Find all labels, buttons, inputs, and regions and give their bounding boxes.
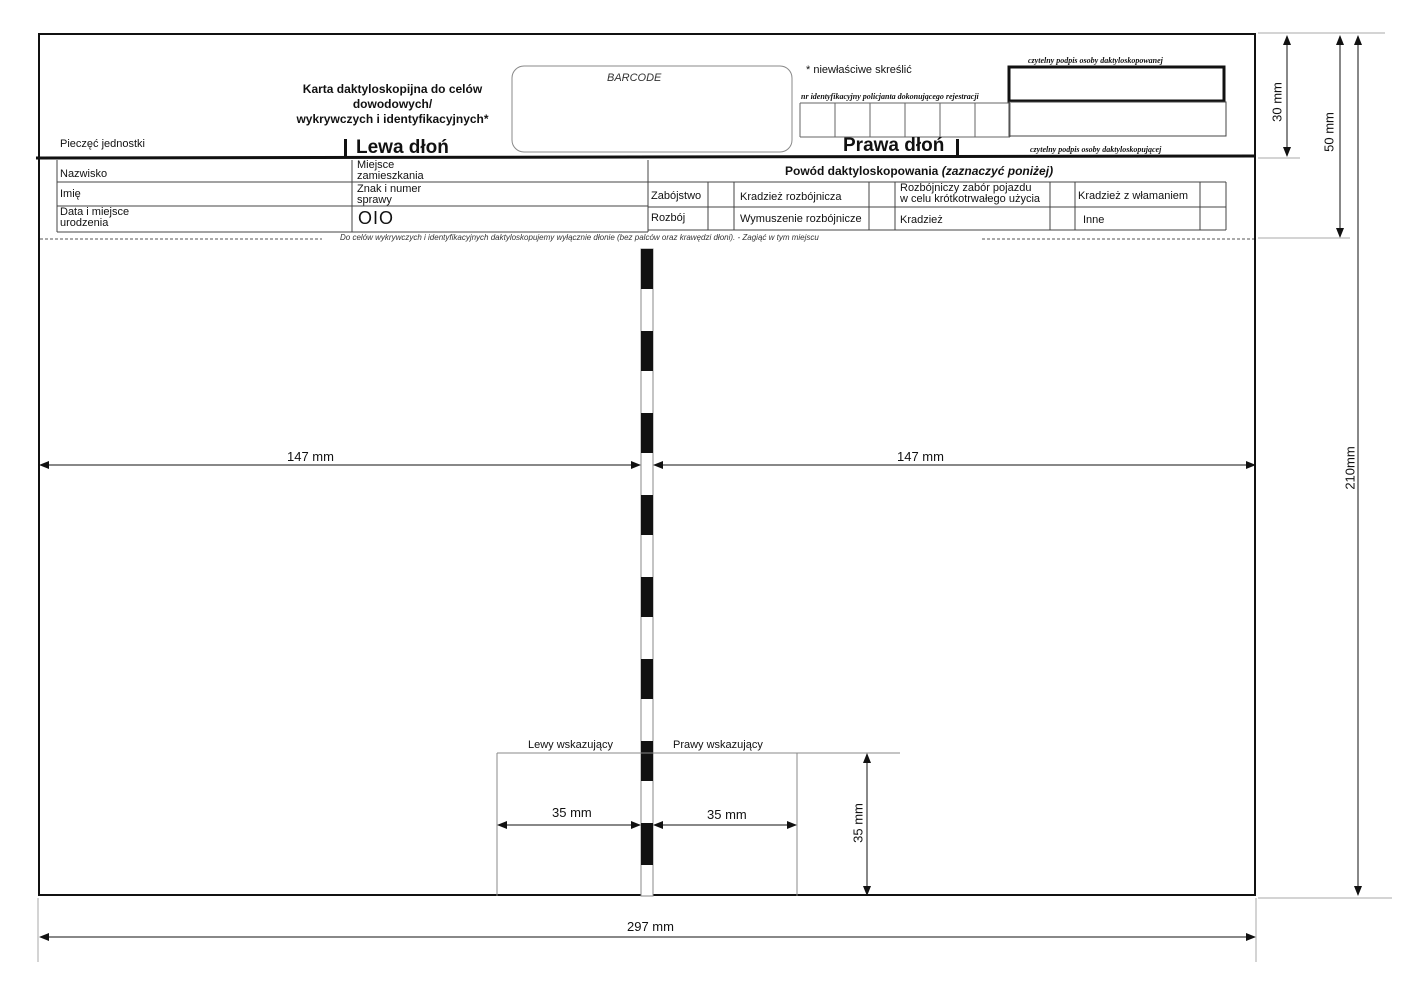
header-divider [36,156,1256,158]
barcode-label: BARCODE [607,72,662,84]
surname-label: Nazwisko [60,168,108,180]
signature-fingerprinted-label: czytelny podpis osoby daktyloskopowanej [1028,56,1163,65]
birth-label-line1: Data i miejsce [60,206,130,218]
reasons-title-hint: (zaznaczyć poniżej) [941,164,1054,178]
birth-label-line2: urodzenia [60,217,109,229]
officer-id-cells [800,103,1010,137]
center-ruler [641,249,653,896]
reasons-title-text: Powód daktyloskopowania [785,164,939,178]
card-title-line1: Karta daktyloskopijna do celów [302,82,483,96]
dim-finger-right-label: 35 mm [707,807,747,822]
reason-theft: Kradzież [900,214,943,226]
extension-lines [38,33,1392,962]
birth-label [60,207,129,229]
reason-extortion: Wymuszenie rozbójnicze [740,213,862,225]
dim-210-label: 210mm [1342,446,1358,490]
signature-officer-box [1009,102,1226,136]
reason-burglary: Kradzież z włamaniem [1078,190,1189,202]
asterisk-note: * niewłaściwe skreślić [806,64,912,76]
personal-data-grid [57,160,648,232]
dim-total-width-label: 297 mm [627,919,674,934]
unit-stamp-label: Pieczęć jednostki [60,138,145,150]
reason-vehicle-line1: Rozbójniczy zabór pojazdu [900,182,1032,194]
signature-officer-label: czytelny podpis osoby daktyloskopującej [1030,145,1162,154]
residence-label-line1: Miejsce [357,159,395,171]
dim-finger-left-label: 35 mm [552,805,592,820]
case-value: OIO [358,208,395,228]
signature-fingerprinted-box [1009,67,1224,101]
dim-right-width-label: 147 mm [897,449,944,464]
case-label-line2: sprawy [357,194,392,206]
residence-label-line2: zamieszkania [357,170,424,182]
right-palm-title: Prawa dłoń [843,135,945,156]
residence-label [357,160,424,182]
reason-robbery-theft: Kradzież rozbójnicza [740,191,842,203]
reason-vehicle-line2: w celu krótkotrwałego użycia [900,193,1041,205]
reason-robbery: Rozbój [651,212,686,224]
dim-30-label: 30 mm [1269,82,1285,122]
case-label [357,184,421,206]
reason-other: Inne [1083,214,1105,226]
reasons-title [785,164,1053,178]
officer-id-label: nr identyfikacyjny policjanta dokonującego rejestracji [801,92,979,101]
first-name-label: Imię [60,188,81,200]
reason-vehicle [900,183,1040,205]
dim-finger-height-label: 35 mm [850,803,866,843]
case-label-line1: Znak i numer [357,183,422,195]
fold-note: Do celów wykrywczych i identyfikacyjnych daktyloskopujemy wyłącznie dłonie (bez palców oraz krawędzi dłoni). - Zagiąć w tym miejscu [340,233,819,242]
dim-left-width-label: 147 mm [287,449,334,464]
reason-homicide: Zabójstwo [651,190,702,202]
card-title [270,82,515,127]
left-index-label: Lewy wskazujący [528,739,613,751]
dim-50-label: 50 mm [1321,112,1337,152]
card-title-line2: dowodowych/ [352,97,433,111]
card-title-line3: wykrywczych i identyfikacyjnych* [296,112,489,126]
left-palm-title: Lewa dłoń [356,137,449,158]
right-index-label: Prawy wskazujący [673,739,763,751]
